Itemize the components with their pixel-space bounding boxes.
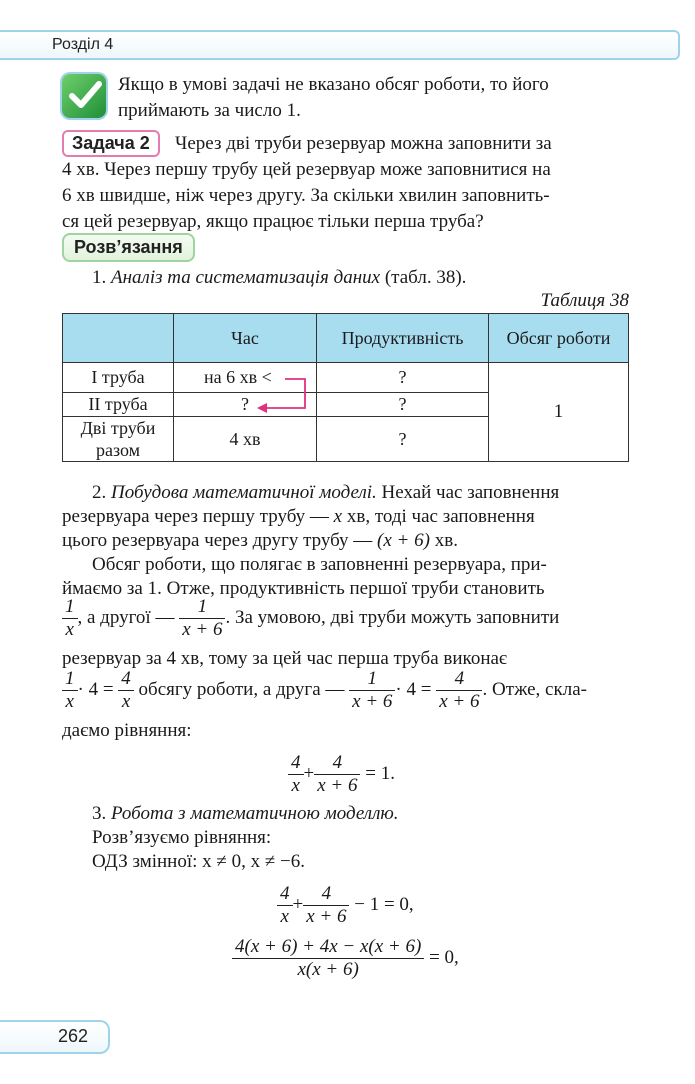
paragraph-line-fractions: [62, 596, 559, 641]
table-cell: ІІ труба: [63, 393, 174, 417]
data-table: [62, 313, 629, 462]
table-cell-work: 1: [489, 363, 629, 462]
step-3-line-2: Розв’язуємо рівняння:: [92, 827, 272, 848]
denominator: x + 6: [439, 691, 480, 712]
task-line-2: 4 хв. Через першу трубу цей резервуар може заповнитися на: [62, 159, 551, 180]
numerator: 4: [314, 752, 360, 775]
step-3-line-1: [92, 801, 399, 827]
table-cell: ?: [317, 393, 489, 417]
task-label: Задача 2: [62, 130, 160, 157]
fraction: [436, 668, 482, 713]
variable-x: x: [333, 506, 343, 527]
numerator: 4: [303, 883, 349, 906]
section-title: Розділ 4: [52, 36, 114, 53]
denominator: x + 6: [306, 906, 347, 927]
fraction: [62, 596, 78, 641]
fraction: [232, 936, 424, 981]
step-1: [92, 265, 466, 291]
denominator: x: [65, 619, 74, 640]
denominator: x: [121, 691, 131, 712]
text-span: . За умовою, дві труби можуть заповнити: [225, 606, 560, 628]
text-span: , а другої —: [77, 606, 175, 628]
step-2-line-2: [62, 504, 535, 530]
step-2-text: Нехай час заповнення: [381, 482, 560, 503]
table-cell: І труба: [63, 363, 174, 393]
equation-1: [288, 752, 395, 797]
note-line-2: приймають за число 1.: [118, 100, 301, 121]
fraction: [62, 668, 78, 713]
task-line-3: 6 хв швидше, ніж через другу. За скільки хвилин заповнить-: [62, 185, 550, 206]
table-header-cell: Продуктивність: [317, 314, 489, 363]
equation-rhs: = 1.: [365, 762, 395, 784]
step-2-number: 2.: [92, 482, 107, 503]
text-span: цього резервуара через другу трубу —: [62, 530, 373, 551]
page-number: 262: [58, 1026, 89, 1046]
table-row: [63, 363, 629, 393]
operator: · 4 =: [77, 678, 114, 700]
step-2-title: Побудова математичної моделі.: [111, 482, 377, 503]
equation-rhs: − 1 = 0,: [354, 893, 414, 915]
equation-3: [232, 936, 459, 981]
page-number-box: [0, 1020, 110, 1054]
note-line-1: Якщо в умові задачі не вказано обсяг роботи, то його: [118, 74, 549, 95]
operator: · 4 =: [395, 678, 432, 700]
step-2-line-1: [92, 480, 559, 506]
numerator: 4(x + 6) + 4x − x(x + 6): [232, 936, 424, 959]
fraction: [179, 596, 225, 641]
fraction: [288, 752, 304, 797]
step-1-ref: (табл. 38).: [384, 267, 467, 288]
fraction: [349, 668, 395, 713]
operator: +: [303, 762, 315, 784]
numerator: 1: [349, 668, 395, 691]
numerator: 1: [62, 596, 78, 619]
paragraph-line: резервуар за 4 хв, тому за цей час перша труба виконає: [62, 648, 508, 669]
table-cell: ?: [317, 417, 489, 462]
numerator: 1: [62, 668, 78, 691]
table-caption: Таблиця 38: [540, 290, 629, 311]
table-header-row: [63, 314, 629, 363]
denominator: x: [291, 775, 300, 796]
text-span: резервуара через першу трубу —: [62, 506, 329, 527]
denominator: x + 6: [352, 691, 393, 712]
denominator: x + 6: [317, 775, 358, 796]
task-line-1: Через дві труби резервуар можна заповнити за: [175, 133, 552, 154]
table-cell: на 6 хв <: [174, 363, 317, 393]
paragraph-line: ймаємо за 1. Отже, продуктивність першої труби становить: [62, 578, 545, 599]
numerator: 4: [436, 668, 482, 691]
operator: +: [292, 893, 304, 915]
text-span: . Отже, скла-: [482, 678, 587, 700]
fraction: [277, 883, 293, 928]
fraction: [314, 752, 360, 797]
table-cell: Дві труби разом: [63, 417, 174, 462]
step-3-number: 3.: [92, 803, 107, 824]
domain-line: ОДЗ змінної: x ≠ 0, x ≠ −6.: [92, 851, 305, 872]
table-cell: ?: [174, 393, 317, 417]
step-1-title: Аналіз та систематизація даних: [111, 267, 381, 288]
table-cell: 4 хв: [174, 417, 317, 462]
step-1-number: 1.: [92, 267, 107, 288]
text-span: обсягу роботи, а друга —: [138, 678, 345, 700]
table-header-cell: Час: [174, 314, 317, 363]
text-span: хв, тоді час заповнення: [346, 506, 535, 527]
table-header-cell: Обсяг роботи: [489, 314, 629, 363]
solution-label: Розв’язання: [62, 233, 195, 262]
step-2-line-3: [62, 528, 458, 554]
table-header-cell: [63, 314, 174, 363]
denominator: x(x + 6): [297, 959, 359, 980]
paragraph-line: даємо рівняння:: [62, 720, 192, 741]
fraction: [303, 883, 349, 928]
denominator: x: [65, 691, 74, 712]
text-span: хв.: [434, 530, 458, 551]
paragraph-line-fractions: [62, 668, 587, 713]
fraction: [118, 668, 134, 713]
denominator: x + 6: [182, 619, 223, 640]
numerator: 1: [179, 596, 225, 619]
task-line-4: ся цей резервуар, якщо працює тільки перша труба?: [62, 211, 484, 232]
equation-rhs: = 0,: [429, 946, 459, 968]
paragraph-line: Обсяг роботи, що полягає в заповненні резервуара, при-: [92, 554, 547, 575]
denominator: x: [280, 906, 289, 927]
step-3-title: Робота з математичною моделлю.: [111, 803, 399, 824]
numerator: 4: [288, 752, 304, 775]
checkmark-icon: [62, 74, 106, 118]
equation-2: [277, 883, 414, 928]
table-cell: ?: [317, 363, 489, 393]
numerator: 4: [277, 883, 293, 906]
expression: (x + 6): [377, 530, 430, 551]
comparison-arrow-icon: [255, 368, 315, 418]
numerator: 4: [118, 668, 134, 691]
